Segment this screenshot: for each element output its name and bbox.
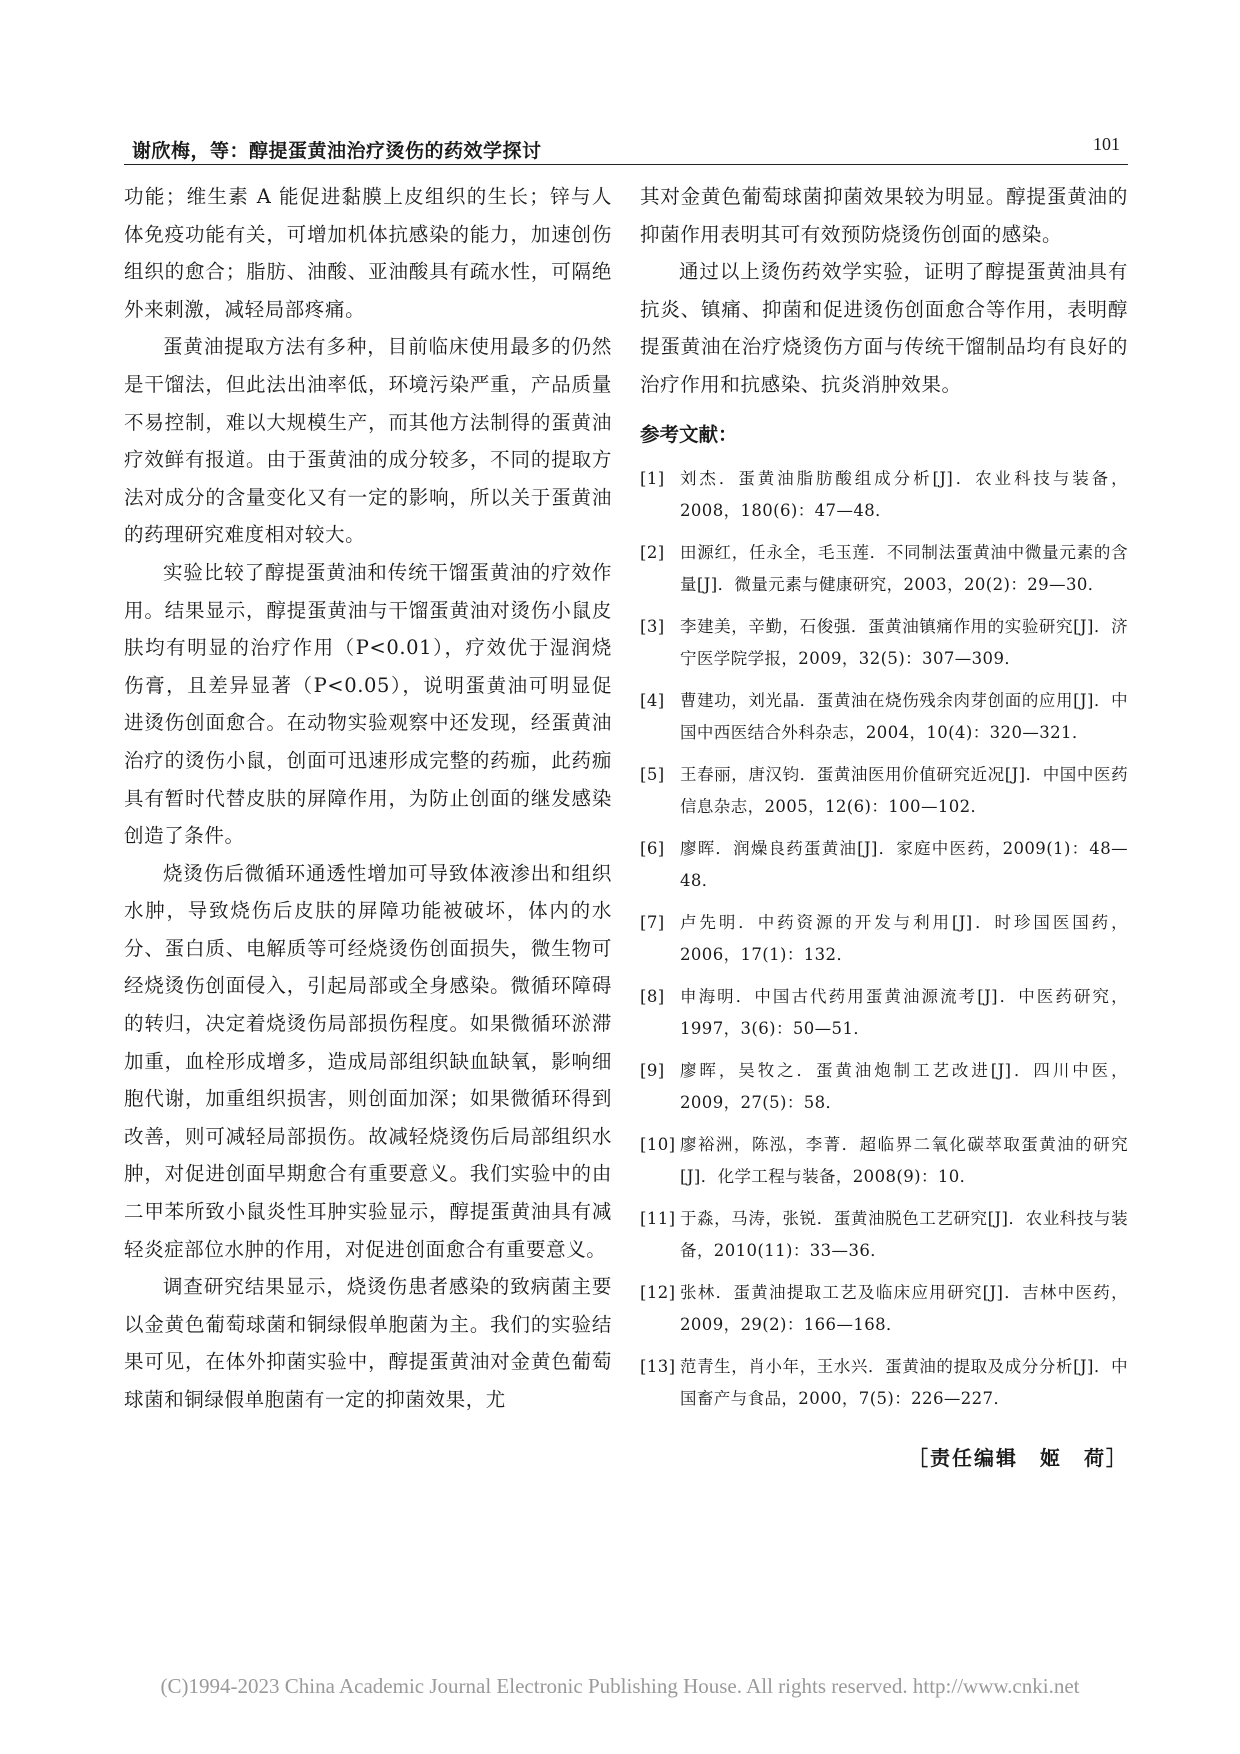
body-paragraph: 功能；维生素 A 能促进黏膜上皮组织的生长；锌与人体免疫功能有关，可增加机体抗感染的能力，加速创伤组织的愈合；脂肪、油酸、亚油酸具有疏水性，可隔绝外来刺激，减轻局部疼痛。 [124, 185, 612, 321]
body-paragraph: 蛋黄油提取方法有多种，目前临床使用最多的仍然是干馏法，但此法出油率低，环境污染严重，产品质量不易控制，难以大规模生产，而其他方法制得的蛋黄油疗效鲜有报道。由于蛋黄油的成分较多，不同的提取方法对成分的含量变化又有一定的影响，所以关于蛋黄油的药理研究难度相对较大。 [124, 335, 612, 547]
reference-item [640, 981, 1128, 1045]
reference-text: 张林．蛋黄油提取工艺及临床应用研究[J]．吉林中医药，2009，29(2)：166—168． [680, 1282, 1128, 1334]
reference-item [640, 1129, 1128, 1193]
reference-item [640, 537, 1128, 601]
body-paragraph: 调查研究结果显示，烧烫伤患者感染的致病菌主要以金黄色葡萄球菌和铜绿假单胞菌为主。我们的实验结果可见，在体外抑菌实验中，醇提蛋黄油对金黄色葡萄球菌和铜绿假单胞菌有一定的抑菌效果，尤 [124, 1275, 612, 1411]
header-rule [124, 164, 1128, 165]
reference-text: 廖裕洲，陈泓，李菁．超临界二氧化碳萃取蛋黄油的研究[J]．化学工程与装备，2008(9)：10． [680, 1134, 1128, 1186]
reference-text: 卢先明．中药资源的开发与利用[J]．时珍国医国药，2006，17(1)：132． [680, 912, 1128, 964]
reference-number: [1] [640, 468, 665, 488]
body-paragraph: 其对金黄色葡萄球菌抑菌效果较为明显。醇提蛋黄油的抑菌作用表明其可有效预防烧烫伤创面的感染。 [640, 185, 1128, 246]
reference-number: [3] [640, 616, 665, 636]
reference-item [640, 685, 1128, 749]
reference-item [640, 1351, 1128, 1415]
reference-item [640, 1203, 1128, 1267]
reference-item [640, 463, 1128, 527]
reference-item [640, 833, 1128, 897]
page-header [124, 132, 1128, 162]
reference-number: [7] [640, 912, 665, 932]
reference-text: 王春丽，唐汉钧．蛋黄油医用价值研究近况[J]．中国中医药信息杂志，2005，12(6)：100—102． [680, 764, 1128, 816]
reference-item [640, 1055, 1128, 1119]
reference-number: [2] [640, 542, 665, 562]
reference-text: 曹建功，刘光晶．蛋黄油在烧伤残余肉芽创面的应用[J]．中国中西医结合外科杂志，2004，10(4)：320—321． [680, 690, 1128, 742]
right-column [640, 178, 1128, 1475]
reference-number: [10] [640, 1134, 676, 1154]
copyright-footer: (C)1994-2023 China Academic Journal Electronic Publishing House. All rights reserved. http://www.cnki.net [160, 1674, 1080, 1698]
reference-text: 廖晖，吴牧之．蛋黄油炮制工艺改进[J]．四川中医，2009，27(5)：58． [680, 1060, 1128, 1112]
reference-item [640, 907, 1128, 971]
reference-text: 田源红，任永全，毛玉莲．不同制法蛋黄油中微量元素的含量[J]．微量元素与健康研究，2003，20(2)：29—30． [680, 542, 1128, 594]
reference-text: 李建美，辛勤，石俊强．蛋黄油镇痛作用的实验研究[J]．济宁医学院学报，2009，32(5)：307—309． [680, 616, 1128, 668]
reference-number: [9] [640, 1060, 665, 1080]
reference-item [640, 611, 1128, 675]
running-head: 谢欣梅，等：醇提蛋黄油治疗烫伤的药效学探讨 [132, 140, 542, 162]
reference-text: 廖晖．润燥良药蛋黄油[J]．家庭中医药，2009(1)：48—48． [680, 838, 1128, 890]
body-paragraph: 通过以上烫伤药效学实验，证明了醇提蛋黄油具有抗炎、镇痛、抑菌和促进烫伤创面愈合等作用，表明醇提蛋黄油在治疗烧烫伤方面与传统干馏制品均有良好的治疗作用和抗感染、抗炎消肿效果。 [640, 260, 1128, 396]
reference-number: [8] [640, 986, 665, 1006]
page-number: 101 [1093, 134, 1120, 154]
reference-text: 申海明．中国古代药用蛋黄油源流考[J]．中医药研究，1997，3(6)：50—51． [680, 986, 1128, 1038]
reference-text: 于淼，马涛，张锐．蛋黄油脱色工艺研究[J]．农业科技与装备，2010(11)：33—36． [680, 1208, 1128, 1260]
reference-number: [12] [640, 1282, 676, 1302]
reference-number: [4] [640, 690, 665, 710]
reference-number: [5] [640, 764, 665, 784]
reference-number: [6] [640, 838, 665, 858]
reference-text: 刘杰．蛋黄油脂肪酸组成分析[J]．农业科技与装备，2008，180(6)：47—48． [680, 468, 1128, 520]
reference-list [640, 463, 1128, 1415]
reference-number: [13] [640, 1356, 676, 1376]
reference-item [640, 759, 1128, 823]
left-column [124, 178, 612, 1419]
editor-credit: ［责任编辑 姬 荷］ [908, 1445, 1128, 1470]
references-heading: 参考文献： [640, 422, 738, 446]
body-paragraph: 烧烫伤后微循环通透性增加可导致体液渗出和组织水肿，导致烧伤后皮肤的屏障功能被破坏，体内的水分、蛋白质、电解质等可经烧烫伤创面损失，微生物可经烧烫伤创面侵入，引起局部或全身感染。微循环障碍的转归，决定着烧烫伤局部损伤程度。如果微循环淤滞加重，血栓形成增多，造成局部组织缺血缺氧，影响细胞代谢，加重组织损害，则创面加深；如果微循环得到改善，则可减轻局部损伤。故减轻烧烫伤后局部组织水肿，对促进创面早期愈合有重要意义。我们实验中的由二甲苯所致小鼠炎性耳肿实验显示，醇提蛋黄油具有减轻炎症部位水肿的作用，对促进创面愈合有重要意义。 [124, 861, 612, 1261]
reference-number: [11] [640, 1208, 676, 1228]
reference-text: 范青生，肖小年，王水兴．蛋黄油的提取及成分分析[J]．中国畜产与食品，2000，7(5)：226—227． [680, 1356, 1128, 1408]
body-paragraph: 实验比较了醇提蛋黄油和传统干馏蛋黄油的疗效作用。结果显示，醇提蛋黄油与干馏蛋黄油对烫伤小鼠皮肤均有明显的治疗作用（P<0.01），疗效优于湿润烧伤膏，且差异显著（P<0.05），说明蛋黄油可明显促进烫伤创面愈合。在动物实验观察中还发现，经蛋黄油治疗的烫伤小鼠，创面可迅速形成完整的药痂，此药痂具有暂时代替皮肤的屏障作用，为防止创面的继发感染创造了条件。 [124, 560, 612, 848]
reference-item [640, 1277, 1128, 1341]
